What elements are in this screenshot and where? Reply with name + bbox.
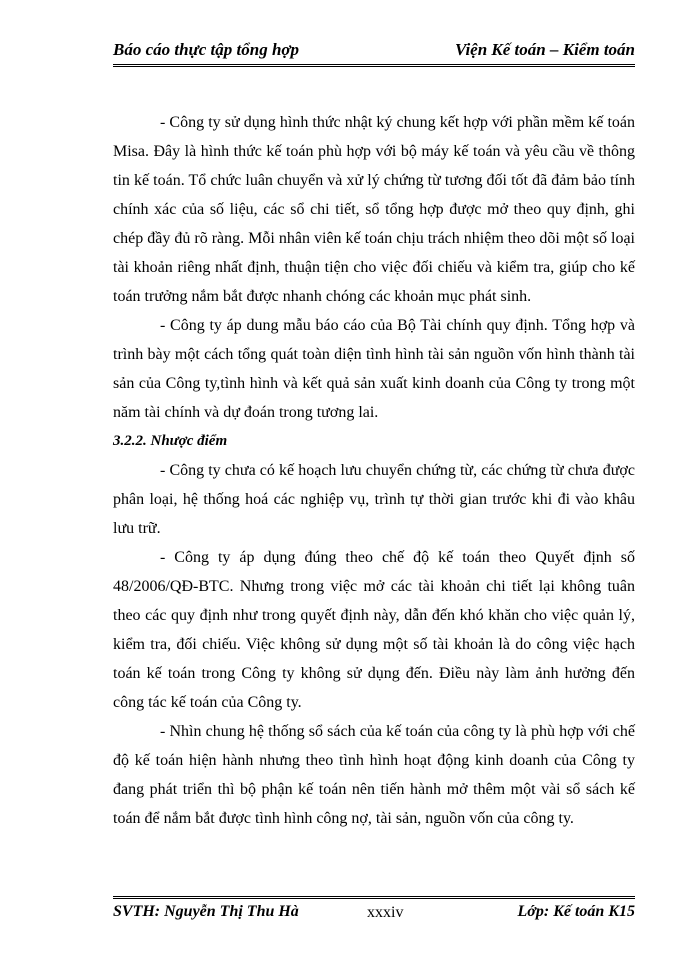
page-footer [113,896,635,929]
section-heading-disadvantages: 3.2.2. Nhược điểm [113,433,228,449]
footer-class: Lớp: Kế toán K15 [517,903,635,920]
paragraph-advantage-bookkeeping: - Công ty sử dụng hình thức nhật ký chung kết hợp với phần mềm kế toán Misa. Đây là hình thức kế toán phù hợp với bộ máy kế toán và yêu cầu về thông tin kế toán. Tổ chức luân chuyển và xử lý chứng từ tương đối tốt đã đảm bảo tính chính xác của số liệu, các sổ chi tiết, sổ tổng hợp được mở theo quy định, ghi chép đầy đủ rõ ràng. Mỗi nhân viên kế toán chịu trách nhiệm theo dõi một số loại tài khoản riêng nhất định, thuận tiện cho việc đối chiếu và kiểm tra, giúp cho kế toán trưởng nắm bắt được nhanh chóng các khoản mục phát sinh. [113,114,635,305]
paragraph-disadvantage-documents: - Công ty chưa có kế hoạch lưu chuyển chứng từ, các chứng từ chưa được phân loại, hệ thống hoá các nghiệp vụ, trình tự thời gian trước khi đi vào khâu lưu trữ. [113,462,635,537]
page-number: xxxiv [367,904,404,921]
paragraph-advantage-reporting: - Công ty áp dung mẫu báo cáo của Bộ Tài chính quy định. Tổng hợp và trình bày một cách tổng quát toàn diện tình hình tài sản nguồn vốn hình thành tài sản của Công ty,tình hình và kết quả sản xuất kinh doanh của Công ty trong một năm tài chính và dự đoán trong tương lai. [113,317,635,421]
header-institute: Viện Kế toán – Kiểm toán [455,40,635,59]
header-report-title: Báo cáo thực tập tổng hợp [113,40,300,59]
page-header [113,38,635,67]
paragraph-disadvantage-accounts: - Công ty áp dụng đúng theo chế độ kế toán theo Quyết định số 48/2006/QĐ-BTC. Nhưng trong việc mở các tài khoản chi tiết lại không tuân theo các quy định như trong quyết định này, dẫn đến khó khăn cho việc quản lý, kiểm tra, đối chiếu. Việc không sử dụng một số tài khoản là do công việc hạch toán kế toán trong Công ty không sử dụng đến. Điều này làm ảnh hưởng đến công tác kế toán của Công ty. [113,549,635,711]
footer-student-name: SVTH: Nguyễn Thị Thu Hà [113,903,299,920]
document-body [113,108,635,833]
paragraph-disadvantage-books: - Nhìn chung hệ thống sổ sách của kế toán của công ty là phù hợp với chế độ kế toán hiện hành nhưng theo tình hình hoạt động kinh doanh của Công ty đang phát triển thì bộ phận kế toán nên tiến hành mở thêm một vài sổ sách kế toán để nắm bắt được tình hình công nợ, tài sản, nguồn vốn của công ty. [113,723,635,827]
